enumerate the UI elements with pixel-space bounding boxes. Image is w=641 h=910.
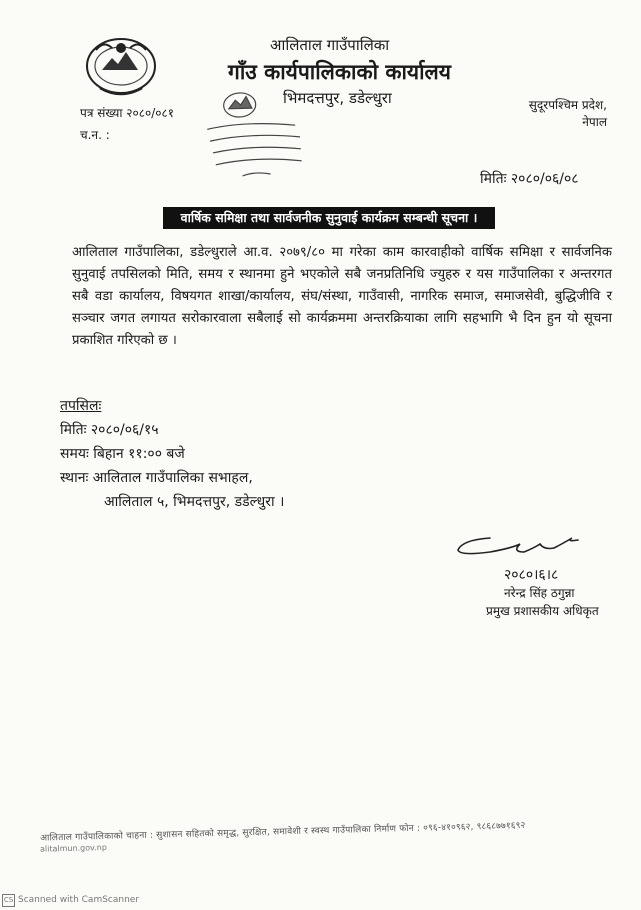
- country-name: नेपाल: [582, 115, 607, 129]
- notice-date: मितिः २०८०/०६/०८: [480, 171, 579, 187]
- signature-scribble: [450, 518, 590, 568]
- scanner-label: Scanned with CamScanner: [18, 895, 140, 905]
- details-venue: स्थानः आलिताल गाउँपालिका सभाहल,: [60, 470, 253, 486]
- scanner-watermark: [2, 894, 139, 907]
- signatory-name: नरेन्द्र सिंह ठगुन्ना: [504, 586, 575, 600]
- office-title: गाँउ कार्यपालिकाको कार्यालय: [228, 60, 451, 84]
- details-time: समयः बिहान ११:०० बजे: [60, 446, 185, 462]
- government-emblem: [82, 30, 160, 100]
- office-name: आलिताल गाउँपालिका: [270, 36, 390, 54]
- footer-motto-text: आलिताल गाउँपालिकाको चाहना : सुशासन सहितको समृद्ध, सुरक्षित, समावेशी र स्वस्थ गाउँपालिका निर्माण: [40, 824, 397, 844]
- footer-phone: फोन : ०९६-४१०९६२, ९८६८७७१६९२: [399, 820, 526, 835]
- reference-number: पत्र संख्या २०८०/०८१: [80, 106, 174, 120]
- details-date: मितिः २०८०/०६/१५: [60, 422, 159, 438]
- province-block: [497, 96, 607, 130]
- province-name: सुदूरपश्चिम प्रदेश,: [528, 98, 607, 112]
- notice-title-banner: वार्षिक समिक्षा तथा सार्वजनीक सुनुवाई कार्यक्रम सम्बन्धी सूचना ।: [163, 207, 495, 229]
- camscanner-icon: CS: [2, 894, 15, 907]
- signatory-designation: प्रमुख प्रशासकीय अधिकृत: [486, 604, 599, 618]
- details-label: तपसिलः: [60, 398, 102, 414]
- signature-date: २०८०।६।८: [504, 567, 559, 583]
- office-seal-stamp: [196, 82, 314, 194]
- dispatch-number: च.न. :: [80, 128, 110, 142]
- footer-motto: [40, 815, 620, 843]
- notice-body: आलिताल गाउँपालिका, डडेल्धुराले आ.व. २०७९/८० मा गरेका काम कारवाहीको वार्षिक समिक्षा र सार्वजनिक सुनुवाई तपसिलको मिति, समय र स्थानमा हुने भएकोले सबै जनप्रतिनिधि ज्युहरु र यस गाउँपालिका र अन्तरगत सबै वडा कार्यालय, विषयगत शाखा/कार्यालय, संघ/संस्था, गाउँवासी, नागरिक समाज, समाजसेवी, बुद्धिजीवि र सञ्चार जगत लगायत सरोकारवाला सबैलाई सो कार्यक्रममा अन्तरक्रियाका लागि सहभागि भै दिन हुन यो सूचना प्रकाशित गरिएको छ ।: [72, 245, 612, 348]
- details-venue-address: आलिताल ५, भिमदत्तपुर, डडेल्धुरा ।: [104, 494, 285, 510]
- footer-website: alitalmun.gov.np: [39, 842, 108, 854]
- office-address: भिमदत्तपुर, डडेल्धुरा: [283, 89, 392, 107]
